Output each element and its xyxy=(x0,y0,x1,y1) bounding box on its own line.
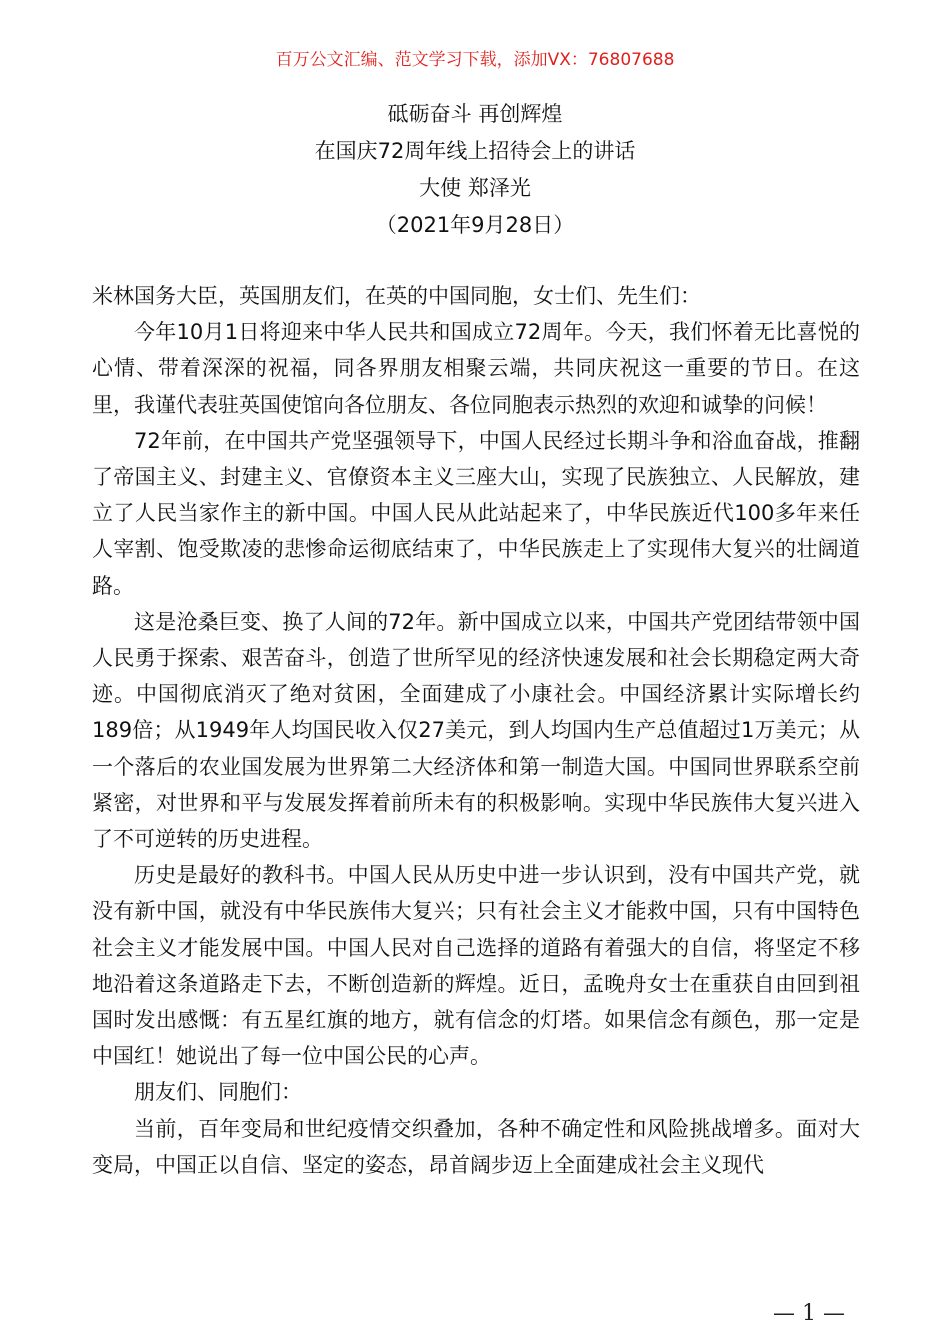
speech-subtitle: 在国庆72周年线上招待会上的讲话 xyxy=(314,139,636,163)
title-block xyxy=(0,96,950,244)
paragraph: 当前，百年变局和世纪疫情交织叠加，各种不确定性和风险挑战增多。面对大变局，中国正以自信、坚定的姿态，昂首阔步迈上全面建成社会主义现代 xyxy=(92,1116,860,1177)
paragraph: 这是沧桑巨变、换了人间的72年。新中国成立以来，中国共产党团结带领中国人民勇于探索、艰苦奋斗，创造了世所罕见的经济快速发展和社会长期稳定两大奇迹。中国彻底消灭了绝对贫困，全面建成了小康社会。中国经济累计实际增长约189倍；从1949年人均国民收入仅27美元，到人均国内生产总值超过1万美元；从一个落后的农业国发展为世界第二大经济体和第一制造大国。中国同世界联系空前紧密，对世界和平与发展发挥着前所未有的积极影响。实现中华民族伟大复兴进入了不可逆转的历史进程。 xyxy=(92,609,860,852)
paragraph: 72年前，在中国共产党坚强领导下，中国人民经过长期斗争和浴血奋战，推翻了帝国主义、封建主义、官僚资本主义三座大山，实现了民族独立、人民解放，建立了人民当家作主的新中国。中国人民从此站起来了，中华民族近代100多年来任人宰割、饱受欺凌的悲惨命运彻底结束了，中华民族走上了实现伟大复兴的壮阔道路。 xyxy=(92,428,860,598)
salutation: 米林国务大臣，英国朋友们，在英的中国同胞，女士们、先生们： xyxy=(92,284,701,308)
speech-body xyxy=(92,278,860,1183)
speaker-line: 大使 郑泽光 xyxy=(419,176,531,200)
paragraph: 朋友们、同胞们： xyxy=(134,1080,302,1105)
speech-date: （2021年9月28日） xyxy=(375,213,575,237)
speech-title: 砥砺奋斗 再创辉煌 xyxy=(387,102,563,126)
paragraph: 今年10月1日将迎来中华人民共和国成立72周年。今天，我们怀着无比喜悦的心情、带着深深的祝福，同各界朋友相聚云端，共同庆祝这一重要的节日。在这里，我谨代表驻英国使馆向各位朋友、各位同胞表示热烈的欢迎和诚挚的问候！ xyxy=(92,320,860,417)
header-note: 百万公文汇编、范文学习下载，添加VX：76807688 xyxy=(275,50,675,70)
page-number: — 1 — xyxy=(773,1301,845,1326)
paragraph: 历史是最好的教科书。中国人民从历史中进一步认识到，没有中国共产党，就没有新中国，就没有中华民族伟大复兴；只有社会主义才能救中国，只有中国特色社会主义才能发展中国。中国人民对自己选择的道路有着强大的自信，将坚定不移地沿着这条道路走下去，不断创造新的辉煌。近日，孟晚舟女士在重获自由回到祖国时发出感慨：有五星红旗的地方，就有信念的灯塔。如果信念有颜色，那一定是中国红！她说出了每一位中国公民的心声。 xyxy=(92,863,860,1069)
